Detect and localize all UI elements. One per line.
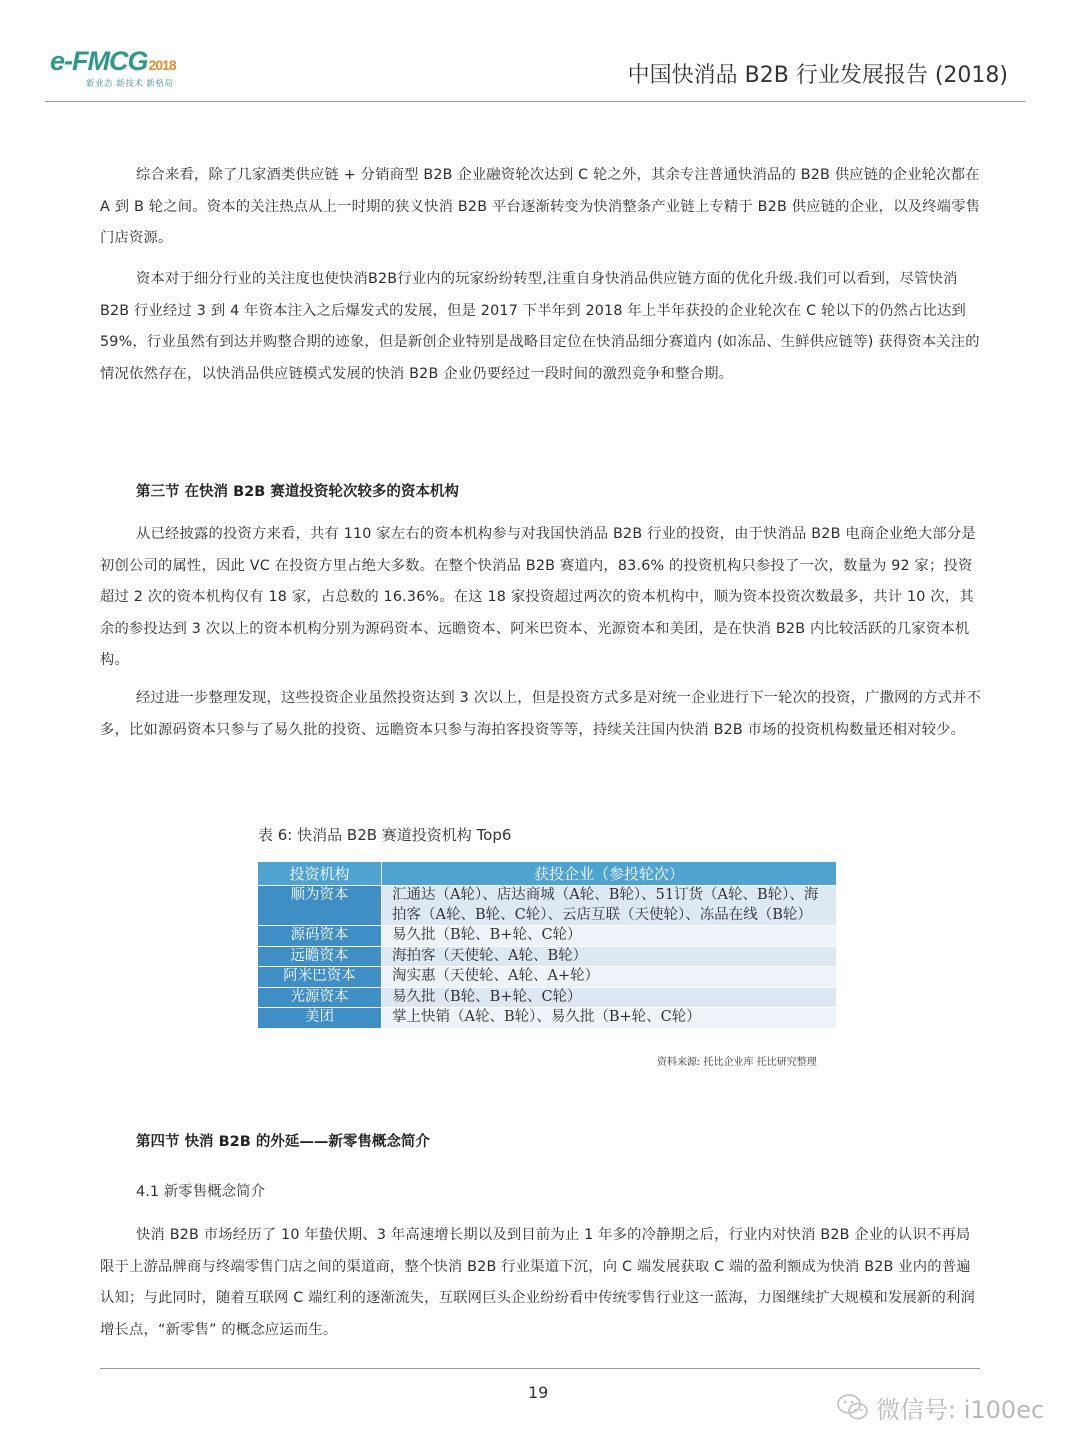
- invested-companies: 易久批（B轮、B+轮、C轮）: [382, 987, 837, 1008]
- table-caption: 表 6: 快消品 B2B 赛道投资机构 Top6: [258, 826, 512, 844]
- investor-name: 顺为资本: [258, 886, 382, 926]
- investor-table: [257, 861, 837, 1029]
- paragraph-investment-pattern: 经过进一步整理发现，这些投资企业虽然投资达到 3 次以上，但是投资方式多是对统一企业进行下一轮次的投资，广撒网的方式并不多，比如源码资本只参与了易久批的投资、远瞻资本只参与海拍客投资等等，持续关注国内快消 B2B 市场的投资机构数量还相对较少。: [100, 690, 982, 738]
- paragraph-summary: 综合来看，除了几家酒类供应链 + 分销商型 B2B 企业融资轮次达到 C 轮之外，其余专注普通快消品的 B2B 供应链的企业轮次都在 A 到 B 轮之间。资本的关注热点从上一时期的狭义快消 B2B 平台逐渐转变为快消整条产业链上专精于 B2B 供应链的企业，以及终端零售门店资源。: [100, 167, 981, 246]
- efmcg-logo: [50, 46, 210, 98]
- paragraph-investors-overview: 从已经披露的投资方来看，共有 110 家左右的资本机构参与对我国快消品 B2B 行业的投资，由于快消品 B2B 电商企业绝大部分是初创公司的属性，因此 VC 在投资方里占绝大多数。在整个快消品 B2B 赛道内，83.6% 的投资机构只参投了一次，数量为 92 家；投资超过 2 次的资本机构仅有 18 家，占总数的 16.36%。在这 18 家投资超过两次的资本机构中，顺为资本投资次数最多，共计 10 次，其余的参投达到 3 次以上的资本机构分别为源码资本、远瞻资本、阿米巴资本、光源资本和美团，是在快消 B2B 内比较活跃的几家资本机构。: [100, 526, 976, 668]
- logo-tagline: 新业态 新技术 新格局: [86, 79, 174, 89]
- table-source-note: 资料来源: 托比企业库 托比研究整理: [657, 1057, 817, 1068]
- investor-name: 光源资本: [258, 987, 382, 1008]
- paragraph-new-retail: 快消 B2B 市场经历了 10 年蛰伏期、3 年高速增长期以及到目前为止 1 年多的冷静期之后，行业内对快消 B2B 企业的认识不再局限于上游品牌商与终端零售门店之间的渠道商，整个快消 B2B 行业渠道下沉，向 C 端发展获取 C 端的盈利额成为快消 B2B 业内的普遍认知；与此同时，随着互联网 C 端红利的逐渐流失，互联网巨头企业纷纷看中传统零售行业这一蓝海，力图继续扩大规模和发展新的利润增长点，“新零售” 的概念应运而生。: [100, 1227, 975, 1338]
- invested-companies: 掌上快销（A轮、B轮）、易久批（B+轮、C轮）: [382, 1008, 837, 1029]
- investor-name: 阿米巴资本: [258, 967, 382, 988]
- subsection-4-1-title: 4.1 新零售概念简介: [136, 1184, 266, 1200]
- footer-divider: [100, 1368, 980, 1369]
- table-row: [258, 987, 837, 1008]
- page-header: [0, 0, 1080, 104]
- invested-companies: 易久批（B轮、B+轮、C轮）: [382, 926, 837, 947]
- investor-name: 远瞻资本: [258, 946, 382, 967]
- page-number: 19: [528, 1383, 549, 1402]
- wechat-icon: [836, 1392, 870, 1422]
- header-investor: 投资机构: [258, 862, 382, 886]
- wechat-watermark: [836, 1390, 1044, 1424]
- section-4-title: 第四节 快消 B2B 的外延——新零售概念简介: [136, 1134, 430, 1150]
- paragraph-capital-focus: 资本对于细分行业的关注度也使快消B2B行业内的玩家纷纷转型,注重自身快消品供应链方面的优化升级.我们可以看到，尽管快消 B2B 行业经过 3 到 4 年资本注入之后爆发式的发展，但是 2017 下半年到 2018 年上半年获投的企业轮次在 C 轮以下的仍然占比达到 59%，行业虽然有到达并购整合期的迹象，但是新创企业特别是战略目定位在快消品细分赛道内 (如冻品、生鲜供应链等) 获得资本关注的情况依然存在，以快消品供应链模式发展的快消 B2B 企业仍要经过一段时间的激烈竞争和整合期。: [100, 271, 980, 382]
- logo-year: 2018: [148, 57, 176, 73]
- section-3-title: 第三节 在快消 B2B 赛道投资轮次较多的资本机构: [136, 484, 459, 500]
- logo-wordmark: e-FMCG2018: [50, 46, 176, 76]
- table-header-row: [258, 862, 837, 886]
- report-title: 中国快消品 B2B 行业发展报告 (2018): [627, 63, 1008, 88]
- invested-companies: 淘实惠（天使轮、A轮、A+轮）: [382, 967, 837, 988]
- investor-name: 美团: [258, 1008, 382, 1029]
- watermark-text: 微信号: i100ec: [876, 1395, 1045, 1424]
- invested-companies: 海拍客（天使轮、A轮、B轮）: [382, 946, 837, 967]
- header-companies: 获投企业（参投轮次）: [382, 862, 837, 886]
- table-row: [258, 967, 837, 988]
- table-row: [258, 886, 837, 926]
- table-row: [258, 1008, 837, 1029]
- header-divider: [45, 101, 1025, 102]
- investor-name: 源码资本: [258, 926, 382, 947]
- table-row: [258, 926, 837, 947]
- table-row: [258, 946, 837, 967]
- invested-companies: 汇通达（A轮）、店达商城（A轮、B轮）、51订货（A轮、B轮）、海拍客（A轮、B轮、C轮）、云店互联（天使轮）、冻品在线（B轮）: [382, 886, 837, 926]
